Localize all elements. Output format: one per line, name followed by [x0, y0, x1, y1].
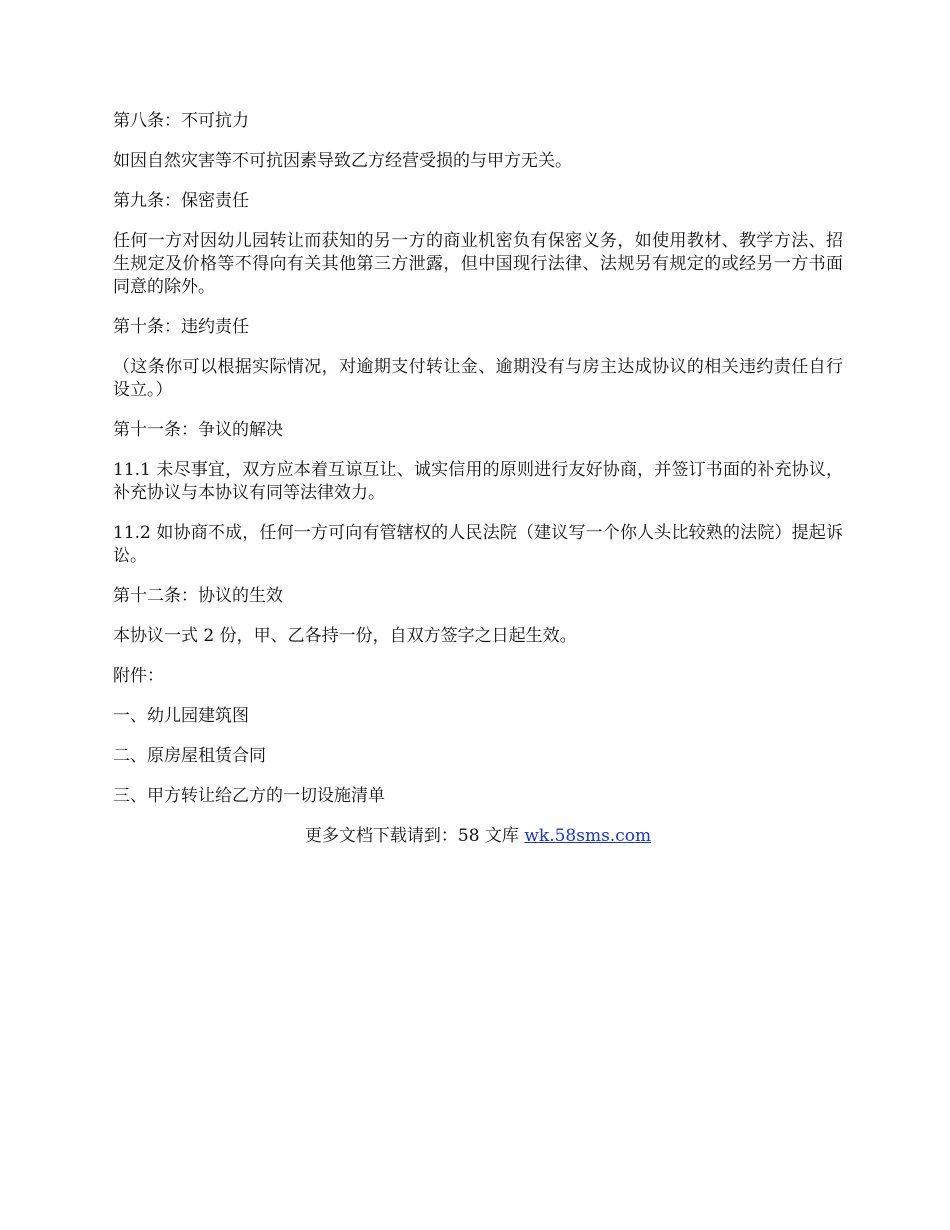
document-body [113, 110, 843, 848]
paragraph-confidentiality: 任何一方对因幼儿园转让而获知的另一方的商业机密负有保密义务，如使用教材、教学方法、招生规定及价格等不得向有关其他第三方泄露，但中国现行法律、法规另有规定的或经另一方书面同意的除外。 [113, 231, 843, 297]
paragraph-clause-11-2: 11.2 如协商不成，任何一方可向有管辖权的人民法院（建议写一个你人头比较熟的法院）提起诉讼。 [113, 523, 843, 566]
attachment-item-2: 二、原房屋租赁合同 [113, 746, 266, 766]
paragraph-breach-note: （这条你可以根据实际情况，对逾期支付转让金、逾期没有与房主达成协议的相关违约责任自行设立。） [113, 357, 843, 400]
attachment-item-1: 一、幼儿园建筑图 [113, 706, 249, 726]
attachment-item-3: 三、甲方转让给乙方的一切设施清单 [113, 786, 385, 806]
paragraph-force-majeure: 如因自然灾害等不可抗因素导致乙方经营受损的与甲方无关。 [113, 151, 572, 171]
heading-article-9: 第九条：保密责任 [113, 191, 249, 211]
footer-link[interactable]: wk.58sms.com [524, 826, 652, 846]
download-footer [113, 825, 843, 848]
heading-article-11: 第十一条：争议的解决 [113, 420, 283, 440]
paragraph-clause-11-1: 11.1 未尽事宜，双方应本着互谅互让、诚实信用的原则进行友好协商，并签订书面的补充协议，补充协议与本协议有同等法律效力。 [113, 460, 843, 503]
heading-article-12: 第十二条：协议的生效 [113, 586, 283, 606]
heading-article-8: 第八条：不可抗力 [113, 111, 249, 131]
heading-article-10: 第十条：违约责任 [113, 317, 249, 337]
footer-text: 更多文档下载请到：58 文库 [304, 826, 525, 846]
heading-attachments: 附件： [113, 666, 164, 686]
paragraph-effectiveness: 本协议一式 2 份，甲、乙各持一份，自双方签字之日起生效。 [113, 626, 577, 646]
